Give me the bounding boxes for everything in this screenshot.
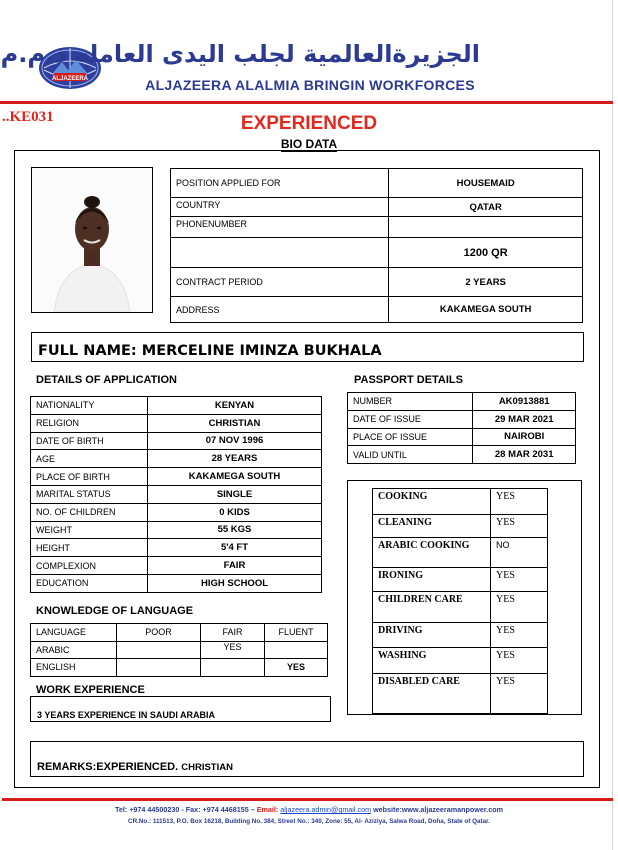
work-experience-box [30,696,331,722]
height-label: HEIGHT [31,539,148,557]
footer-contact [0,805,618,814]
skill-name: DISABLED CARE [373,674,491,714]
place-of-birth-label: PLACE OF BIRTH [31,468,148,486]
table-row [348,393,576,411]
status-title: EXPERIENCED [240,113,378,134]
skill-value: YES [491,648,548,674]
footer-divider [2,798,613,801]
skill-value: YES [491,674,548,714]
table-row [171,238,583,268]
skill-name: CHILDREN CARE [373,592,491,623]
language-name: ARABIC [31,641,117,659]
remarks-value: CHRISTIAN [181,762,233,773]
valid-until-label: VALID UNTIL [348,446,473,464]
dob-label: DATE OF BIRTH [31,432,148,450]
table-row [31,557,322,575]
language-name: ENGLISH [31,659,117,677]
complexion-value: FAIR [148,557,322,575]
table-row [373,538,548,568]
table-row [31,485,322,503]
passport-number-label: NUMBER [348,393,473,411]
phone-value [389,217,583,238]
table-row [171,169,583,198]
reference-code: ..KE031 [2,109,54,125]
language-fluent: YES [265,659,328,677]
salary-value: 1200 QR [389,238,583,268]
table-row [31,641,328,659]
marital-status-label: MARITAL STATUS [31,485,148,503]
religion-value: CHRISTIAN [148,414,322,432]
children-label: NO. OF CHILDREN [31,503,148,521]
address-value: KAKAMEGA SOUTH [389,297,583,323]
language-fair [201,659,265,677]
phone-label: PHONENUMBER [171,217,389,238]
children-value: 0 KIDS [148,503,322,521]
complexion-label: COMPLEXION [31,557,148,575]
issue-date-value: 29 MAR 2021 [473,410,576,428]
nationality-value: KENYAN [148,397,322,415]
skill-name: CLEANING [373,515,491,538]
remarks-label: REMARKS:EXPERIENCED. [37,761,179,773]
footer-tel: Tel: +974 44500230 - Fax: +974 4468155 – [114,805,255,814]
issue-place-label: PLACE OF ISSUE [348,428,473,446]
fluent-header: FLUENT [265,624,328,642]
passport-section-title: PASSPORT DETAILS [354,374,463,386]
skill-name: DRIVING [373,623,491,648]
candidate-photo [31,167,153,313]
company-name-arabic: الجزيرةالعالمية لجلب اليدى العامله ذ.م.م [0,40,480,68]
language-poor [117,659,201,677]
section-title [0,137,618,151]
age-label: AGE [31,450,148,468]
full-name-value: MERCELINE IMINZA BUKHALA [141,343,382,359]
skill-value: YES [491,568,548,592]
table-row [348,428,576,446]
table-row [31,624,328,642]
language-poor [117,641,201,659]
table-row [171,297,583,323]
contract-period-label: CONTRACT PERIOD [171,268,389,297]
table-row [171,217,583,238]
height-value: 5'4 FT [148,539,322,557]
remarks-box [30,741,584,777]
table-row [373,592,548,623]
table-row [373,489,548,515]
contract-period-value: 2 YEARS [389,268,583,297]
work-experience-value: 3 YEARS EXPERIENCE IN SAUDI ARABIA [37,710,216,720]
skill-value: YES [491,623,548,648]
issue-place-value: NAIROBI [473,428,576,446]
table-row [171,198,583,217]
table-row [31,414,322,432]
full-name-box [31,332,584,362]
position-value: HOUSEMAID [389,169,583,198]
table-row [373,515,548,538]
footer-email-label: Email: [256,805,279,814]
address-label: ADDRESS [171,297,389,323]
table-row [373,648,548,674]
application-section-title: DETAILS OF APPLICATION [36,374,177,386]
skill-value: YES [491,515,548,538]
work-experience-title: WORK EXPERIENCE [36,684,145,696]
country-label: COUNTRY [171,198,389,217]
fair-header: FAIR [201,624,265,642]
passport-number-value: AK0913881 [473,393,576,411]
issue-date-label: DATE OF ISSUE [348,410,473,428]
language-fluent [265,641,328,659]
age-value: 28 YEARS [148,450,322,468]
table-row [31,468,322,486]
skill-name: ARABIC COOKING [373,538,491,568]
position-table [170,168,583,323]
place-of-birth-value: KAKAMEGA SOUTH [148,468,322,486]
table-row [373,568,548,592]
table-row [373,674,548,714]
poor-header: POOR [117,624,201,642]
skill-name: IRONING [373,568,491,592]
language-table [30,623,328,677]
weight-value: 55 KGS [148,521,322,539]
table-row [348,446,576,464]
skills-table [372,488,548,714]
table-row [31,539,322,557]
position-label: POSITION APPLIED FOR [171,169,389,198]
header-divider [0,101,613,104]
language-section-title: KNOWLEDGE OF LANGUAGE [36,605,194,617]
dob-value: 07 NOV 1996 [148,432,322,450]
table-row [373,623,548,648]
table-row [171,268,583,297]
full-name-label: FULL NAME: [38,343,137,359]
valid-until-value: 28 MAR 2031 [473,446,576,464]
footer-website[interactable]: website:www.aljazeeramanpower.com [373,805,504,814]
marital-status-value: SINGLE [148,485,322,503]
salary-label [171,238,389,268]
table-row [31,574,322,592]
nationality-label: NATIONALITY [31,397,148,415]
footer-address: CR.No.: 111513, P.O. Box 16218, Building No. 384, Street No.: 340, Zone: 55, Al- Aziziya, Salwa Road, Doha, State of Qatar. [128,818,490,825]
application-table [30,396,322,593]
table-row [31,659,328,677]
table-row [31,432,322,450]
skill-value: YES [491,489,548,515]
education-label: EDUCATION [31,574,148,592]
country-value: QATAR [389,198,583,217]
language-header: LANGUAGE [31,624,117,642]
logo-lettering: ALJAZEERA [51,76,89,82]
skill-value: NO [491,538,548,568]
bio-data-label: BIO DATA [280,137,338,151]
company-name-english: ALJAZEERA ALALMIA BRINGIN WORKFORCES [145,77,475,93]
skill-value: YES [491,592,548,623]
religion-label: RELIGION [31,414,148,432]
education-value: HIGH SCHOOL [148,574,322,592]
weight-label: WEIGHT [31,521,148,539]
footer-email-link[interactable]: aljazeera.admin@gmail.com [280,805,372,814]
table-row [31,450,322,468]
language-fair: YES [201,641,265,659]
table-row [31,503,322,521]
skill-name: COOKING [373,489,491,515]
skill-name: WASHING [373,648,491,674]
table-row [31,397,322,415]
passport-table [347,392,576,464]
table-row [348,410,576,428]
table-row [31,521,322,539]
